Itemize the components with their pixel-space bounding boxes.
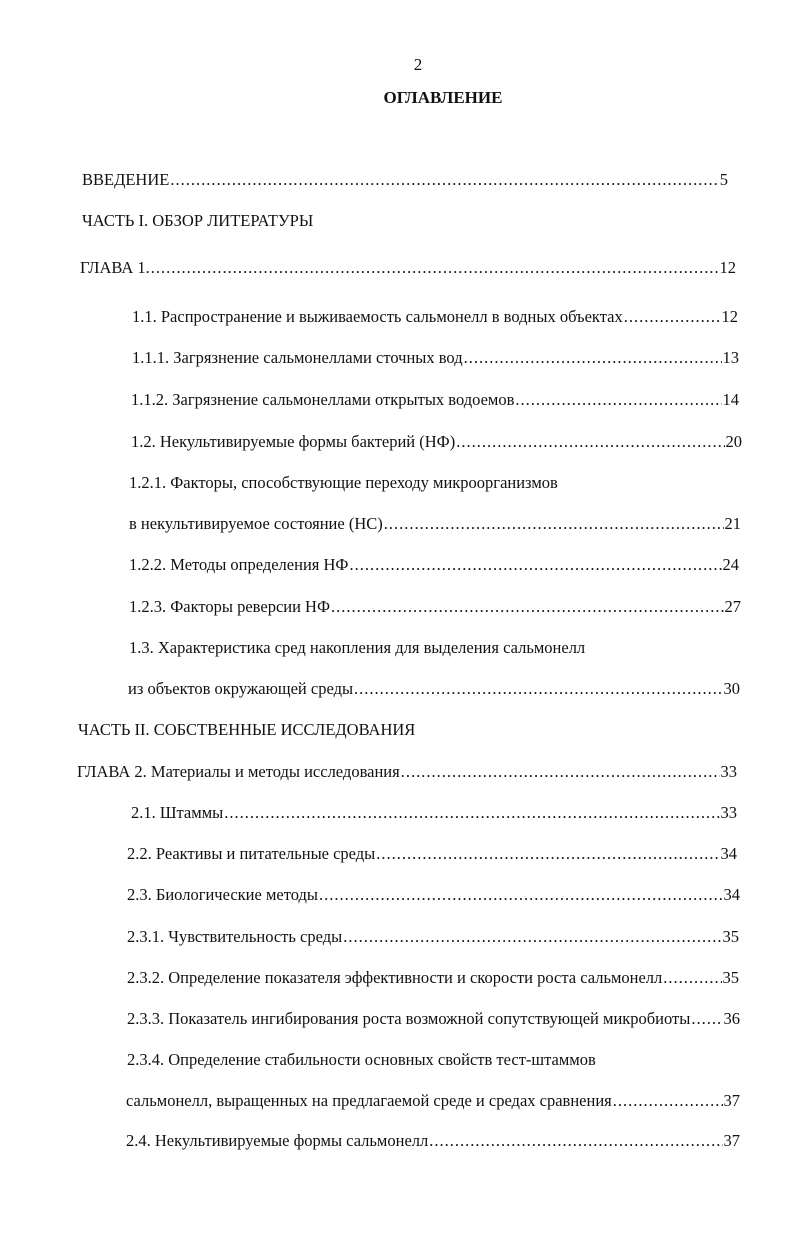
toc-leader-dots [464, 346, 722, 370]
page-number: 2 [413, 55, 423, 74]
toc-entry-2-3-4[interactable] [127, 1048, 596, 1072]
toc-leader-dots [170, 168, 718, 192]
toc-entry-introduction[interactable] [82, 168, 728, 192]
toc-entry-text: 1.2.3. Факторы реверсии НФ [129, 597, 331, 616]
toc-entry-text: в некультивируемое состояние (НС) [129, 514, 383, 533]
toc-entry-page: 30 [723, 679, 740, 698]
toc-entry-page: 36 [723, 1009, 740, 1028]
toc-entry-page: 35 [722, 968, 739, 987]
toc-entry-text: ВВЕДЕНИЕ [82, 170, 170, 189]
toc-entry-1-2[interactable] [131, 430, 742, 454]
toc-entry-text: 2.3.2. Определение показателя эффективности и скорости роста сальмонелл [127, 968, 663, 987]
toc-entry-page: 37 [723, 1131, 740, 1150]
toc-entry-text: 2.2. Реактивы и питательные среды [127, 844, 376, 863]
toc-entry-1-1-2[interactable] [131, 388, 739, 412]
toc-entry-text: 1.1.1. Загрязнение сальмонеллами сточных вод [132, 348, 463, 367]
toc-entry-page: 20 [725, 432, 742, 451]
toc-entry-text: ЧАСТЬ II. СОБСТВЕННЫЕ ИССЛЕДОВАНИЯ [78, 720, 416, 739]
toc-entry-1-2-3[interactable] [129, 595, 741, 619]
toc-entry-page: 12 [721, 307, 738, 326]
toc-entry-page: 14 [722, 390, 739, 409]
toc-entry-2-3-4-continued[interactable] [126, 1089, 740, 1113]
toc-leader-dots [151, 256, 719, 280]
toc-entry-text: 2.3.3. Показатель ингибирования роста возможной сопутствующей микробиоты [127, 1009, 691, 1028]
toc-entry-text: 2.3. Биологические методы [127, 885, 318, 904]
toc-entry-page: 37 [723, 1091, 740, 1110]
toc-entry-page: 24 [722, 555, 739, 574]
toc-entry-text: 2.4. Некультивируемые формы сальмонелл [126, 1131, 429, 1150]
toc-entry-text: ГЛАВА 1. [80, 258, 150, 277]
toc-entry-text: 1.1. Распространение и выживаемость сальмонелл в водных объектах [132, 307, 623, 326]
toc-entry-part-1[interactable] [82, 209, 313, 233]
toc-entry-2-1[interactable] [131, 801, 737, 825]
toc-entry-text: 1.2. Некультивируемые формы бактерий (НФ) [131, 432, 456, 451]
toc-entry-page: 5 [719, 170, 728, 189]
toc-entry-1-2-1-continued[interactable] [129, 512, 741, 536]
toc-entry-1-3-continued[interactable] [128, 677, 740, 701]
toc-entry-page: 33 [720, 803, 737, 822]
toc-entry-text: 1.1.2. Загрязнение сальмонеллами открытых водоемов [131, 390, 515, 409]
toc-entry-text: ЧАСТЬ I. ОБЗОР ЛИТЕРАТУРЫ [82, 211, 314, 230]
toc-entry-text: 2.3.1. Чувствительность среды [127, 927, 343, 946]
toc-entry-text: 2.3.4. Определение стабильности основных свойств тест-штаммов [127, 1050, 596, 1069]
toc-entry-page: 13 [722, 348, 739, 367]
toc-entry-page: 33 [720, 762, 737, 781]
toc-leader-dots [224, 801, 719, 825]
toc-leader-dots [384, 512, 724, 536]
toc-leader-dots [354, 677, 722, 701]
toc-entry-1-3[interactable] [129, 636, 585, 660]
toc-leader-dots [349, 553, 721, 577]
toc-entry-chapter-2[interactable] [77, 760, 737, 784]
toc-leader-dots [331, 595, 723, 619]
toc-leader-dots [613, 1089, 723, 1113]
toc-entry-chapter-1[interactable] [80, 256, 736, 280]
toc-leader-dots [624, 305, 721, 329]
toc-entry-text: сальмонелл, выращенных на предлагаемой среде и средах сравнения [126, 1091, 612, 1110]
toc-leader-dots [456, 430, 724, 454]
toc-entry-page: 27 [724, 597, 741, 616]
toc-entry-text: ГЛАВА 2. Материалы и методы исследования [77, 762, 400, 781]
toc-entry-2-3-1[interactable] [127, 925, 739, 949]
toc-leader-dots [319, 883, 723, 907]
toc-entry-part-2[interactable] [78, 718, 415, 742]
toc-entry-1-2-2[interactable] [129, 553, 739, 577]
toc-entry-page: 34 [723, 885, 740, 904]
page-title: ОГЛАВЛЕНИЕ [383, 88, 503, 107]
toc-leader-dots [429, 1129, 722, 1153]
toc-entry-text: 1.2.1. Факторы, способствующие переходу микроорганизмов [129, 473, 558, 492]
toc-entry-text: 1.2.2. Методы определения НФ [129, 555, 349, 574]
toc-entry-text: из объектов окружающей среды [128, 679, 354, 698]
toc-entry-2-4[interactable] [126, 1129, 740, 1153]
toc-leader-dots [515, 388, 721, 412]
toc-entry-2-3-3[interactable] [127, 1007, 740, 1031]
toc-entry-1-1-1[interactable] [132, 346, 739, 370]
toc-entry-2-3[interactable] [127, 883, 740, 907]
toc-entry-2-3-2[interactable] [127, 966, 739, 990]
toc-entry-2-2[interactable] [127, 842, 737, 866]
toc-entry-page: 21 [724, 514, 741, 533]
toc-entry-page: 35 [722, 927, 739, 946]
toc-entry-page: 12 [719, 258, 736, 277]
toc-entry-1-2-1[interactable] [129, 471, 558, 495]
toc-entry-1-1[interactable] [132, 305, 738, 329]
toc-leader-dots [401, 760, 720, 784]
toc-leader-dots [376, 842, 719, 866]
toc-entry-text: 1.3. Характеристика сред накопления для выделения сальмонелл [129, 638, 586, 657]
toc-leader-dots [343, 925, 721, 949]
toc-leader-dots [691, 1007, 722, 1031]
toc-entry-page: 34 [720, 844, 737, 863]
toc-leader-dots [663, 966, 721, 990]
toc-entry-text: 2.1. Штаммы [131, 803, 224, 822]
